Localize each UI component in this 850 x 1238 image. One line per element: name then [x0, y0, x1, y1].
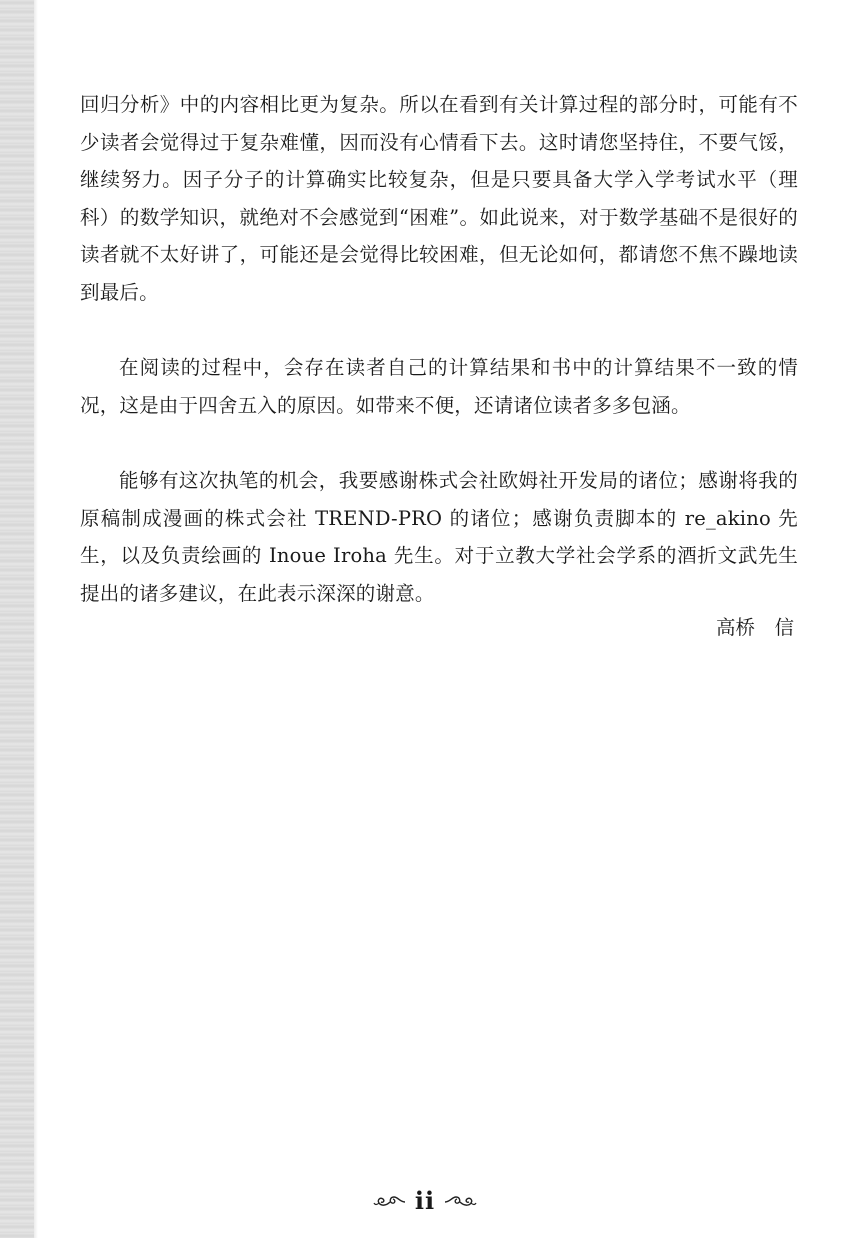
page-left-edge — [34, 0, 38, 1238]
author-signature: 高桥 信 — [716, 616, 795, 639]
page-number: ii — [414, 1186, 436, 1215]
paragraph-gap — [80, 424, 798, 462]
page-body — [80, 86, 798, 612]
paragraph-gap — [80, 311, 798, 349]
page-left-shadow — [0, 0, 34, 1238]
flourish-left-icon — [373, 1193, 407, 1209]
paragraph-acknowledgements: 能够有这次执笔的机会，我要感谢株式会社欧姆社开发局的诸位；感谢将我的原稿制成漫画的株式会社 TREND-PRO 的诸位；感谢负责脚本的 re_akino 先生，以及负责绘画的 Inoue Iroha 先生。对于立教大学社会学系的酒折文武先生提出的诸多建议，在此表示深深的谢意。 — [80, 469, 798, 605]
flourish-right-icon — [443, 1193, 477, 1209]
paragraph-continued: 回归分析》中的内容相比更为复杂。所以在看到有关计算过程的部分时，可能有不少读者会觉得过于复杂难懂，因而没有心情看下去。这时请您坚持住，不要气馁，继续努力。因子分子的计算确实比较复杂，但是只要具备大学入学考试水平（理科）的数学知识，就绝对不会感觉到“困难”。如此说来，对于数学基础不是很好的读者就不太好讲了，可能还是会觉得比较困难，但无论如何，都请您不焦不躁地读到最后。 — [80, 93, 798, 304]
paragraph-rounding-note: 在阅读的过程中，会存在读者自己的计算结果和书中的计算结果不一致的情况，这是由于四舍五入的原因。如带来不便，还请诸位读者多多包涵。 — [80, 356, 798, 417]
page-footer — [0, 1186, 850, 1216]
